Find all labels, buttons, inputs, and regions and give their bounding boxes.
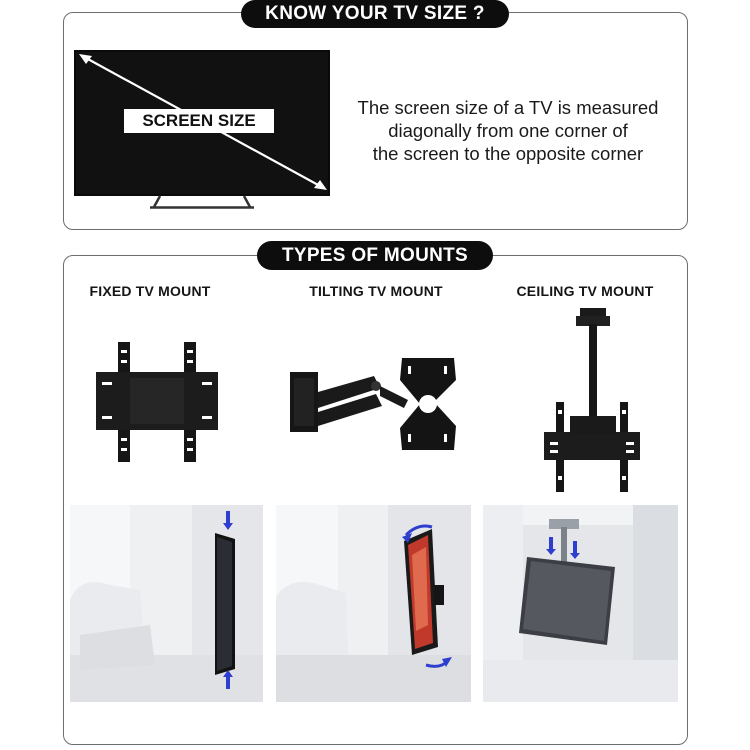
tv-size-description [336, 96, 680, 165]
screen-size-label: SCREEN SIZE [124, 109, 274, 133]
description-line-3: the screen to the opposite corner [372, 143, 644, 164]
ceiling-mount-image [540, 306, 644, 496]
tv-size-heading: KNOW YOUR TV SIZE ? [241, 0, 509, 28]
ceiling-mount-title: CEILING TV MOUNT [516, 283, 654, 299]
tilting-mount-arm-image [284, 350, 464, 460]
tilting-mount-title: TILTING TV MOUNT [309, 283, 443, 299]
fixed-mount-title: FIXED TV MOUNT [89, 283, 211, 299]
description-line-1: The screen size of a TV is measured [357, 97, 659, 118]
mount-types-heading: TYPES OF MOUNTS [257, 241, 493, 270]
ceiling-mount-installed-photo [483, 505, 678, 702]
fixed-mount-bracket-image [92, 338, 222, 466]
description-line-2: diagonally from one corner of [388, 120, 628, 141]
fixed-mount-installed-photo [70, 505, 263, 702]
down-arrow-icon [226, 511, 230, 525]
tilting-mount-installed-photo [276, 505, 471, 702]
